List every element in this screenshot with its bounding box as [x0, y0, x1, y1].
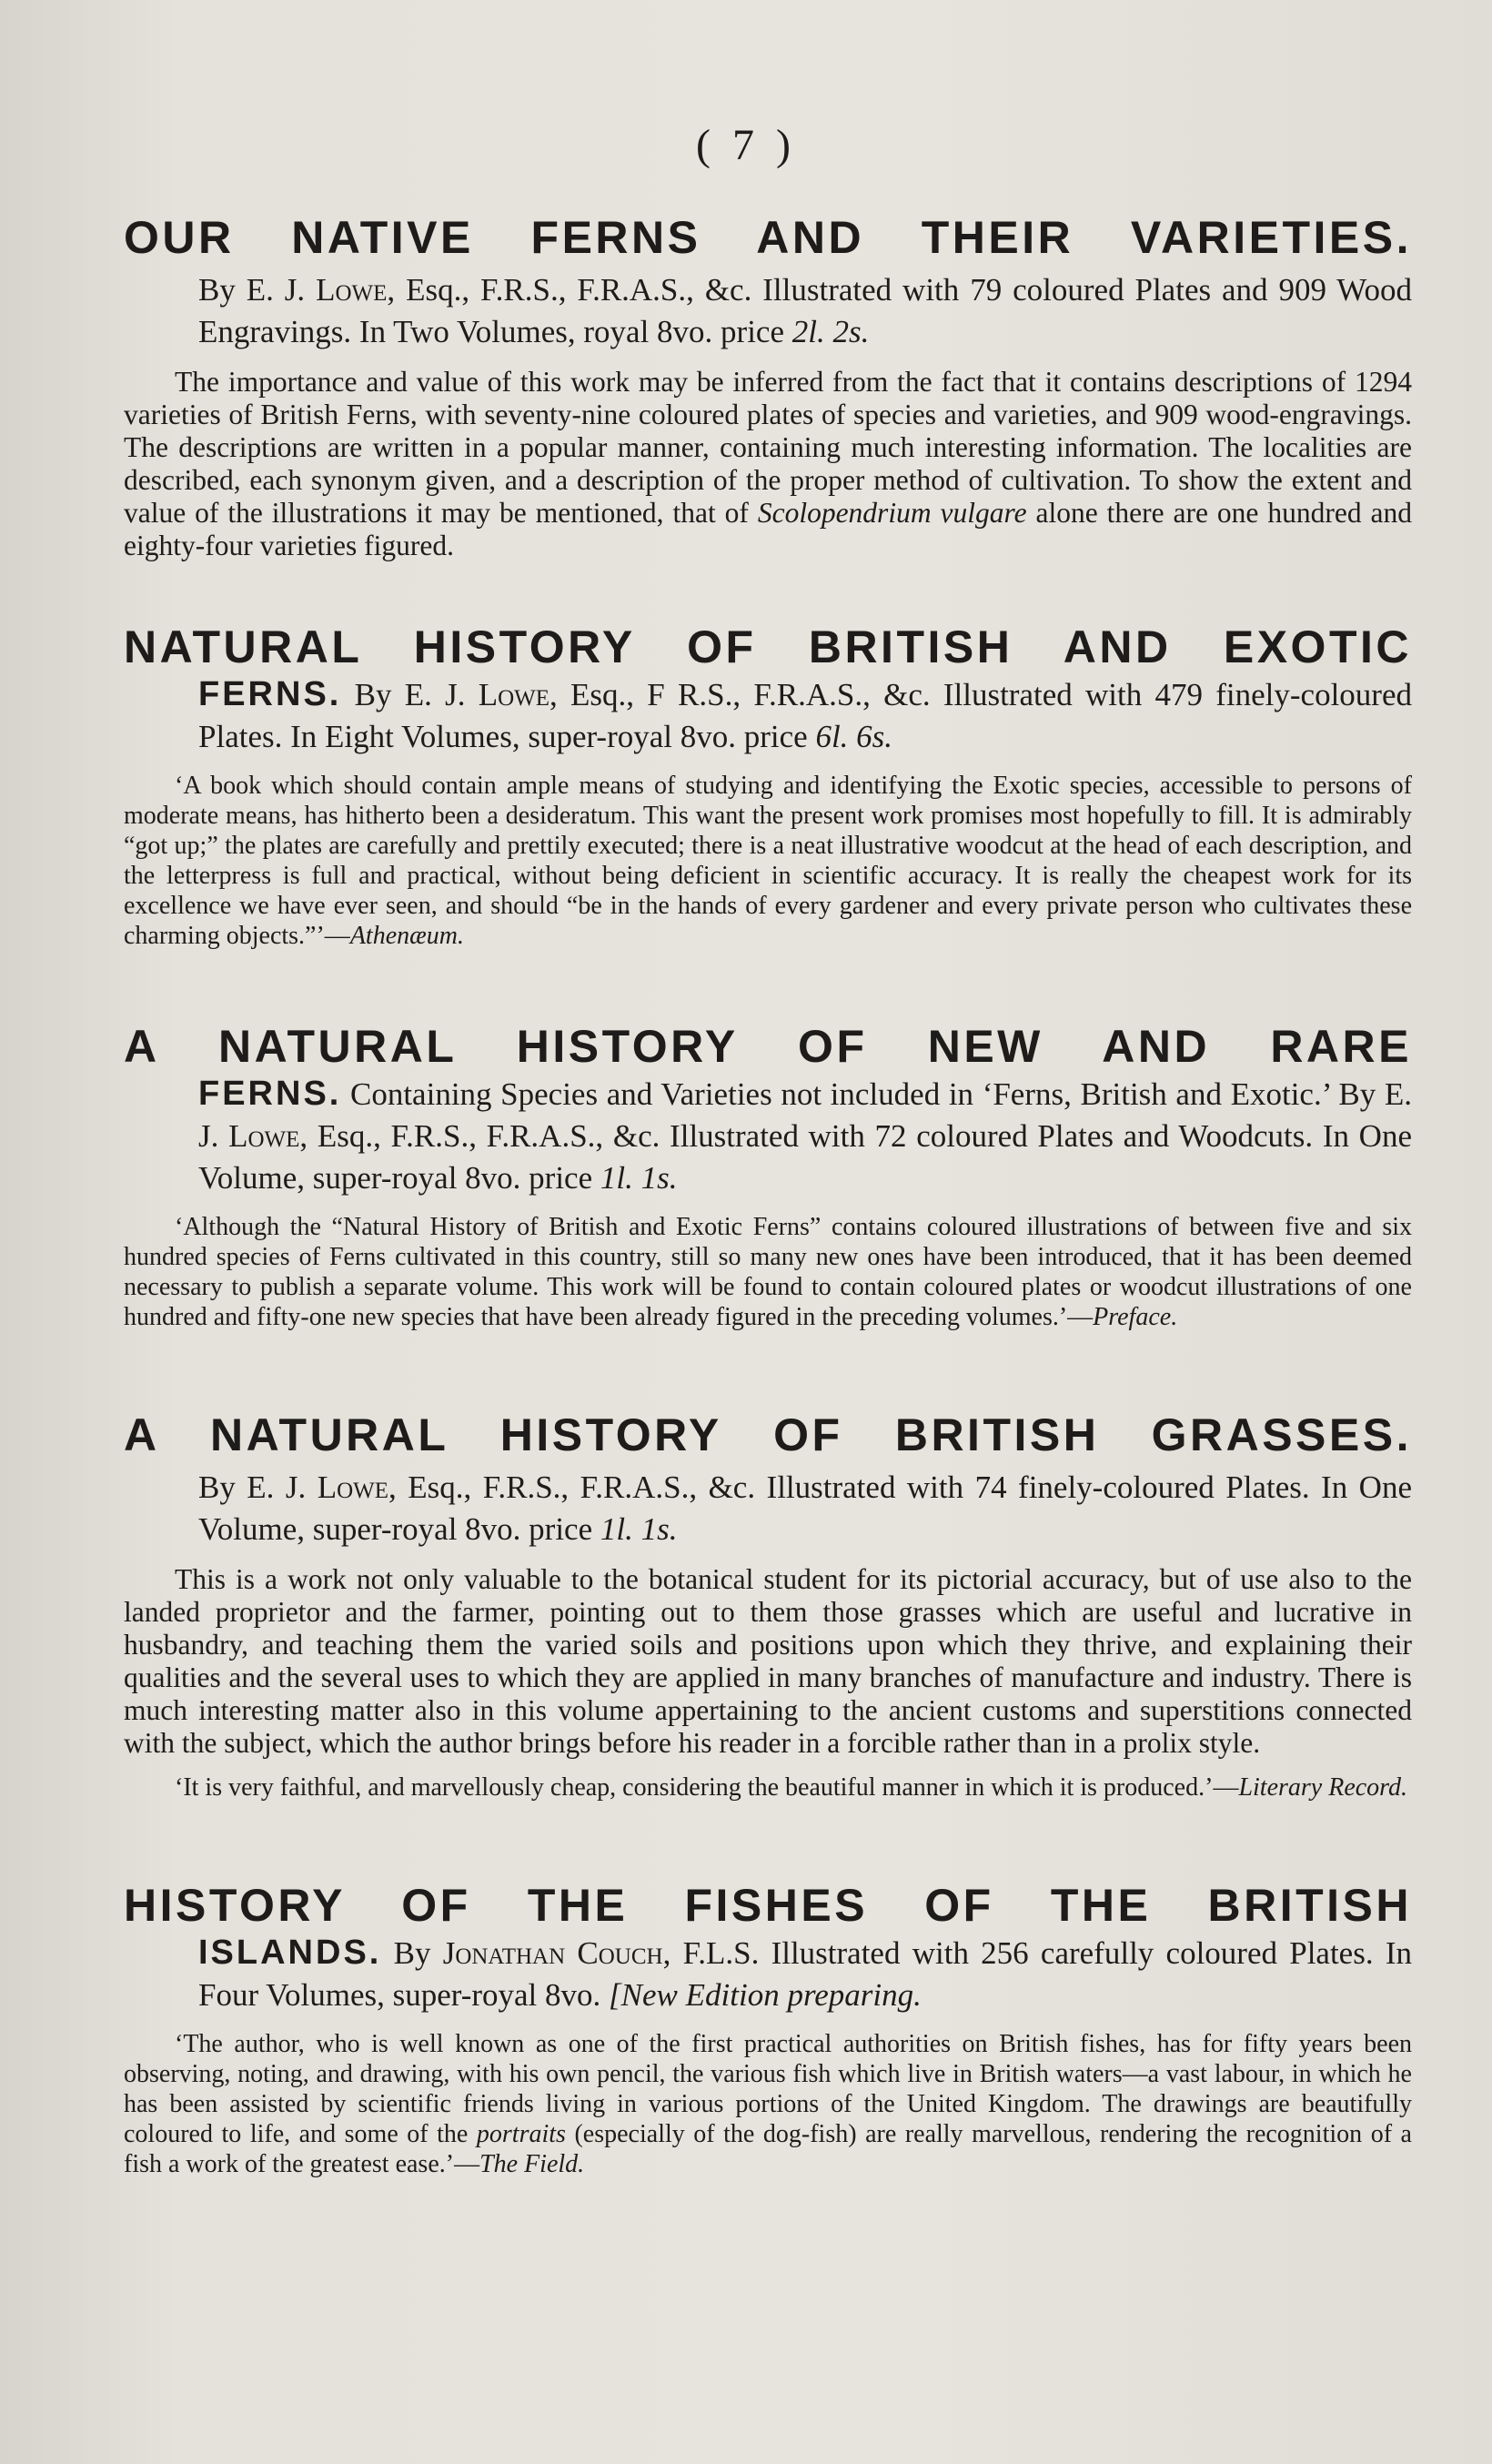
entry-title: OUR NATIVE FERNS AND THEIR VARIETIES.	[124, 212, 1412, 263]
entry-british-exotic-ferns	[124, 621, 1412, 951]
entry-title-continuation: ISLANDS.	[198, 1934, 382, 1972]
entry-british-fishes	[124, 1879, 1412, 2179]
quote-text: ‘It is very faithful, and marvellously cheap, considering the beautiful manner in which it is produced.’—	[175, 1773, 1239, 1802]
quote-source: The Field.	[479, 2150, 585, 2178]
byline-text: By E. J.	[341, 677, 479, 712]
byline-text: By E. J.	[198, 1469, 318, 1505]
quote-source: Literary Record.	[1238, 1773, 1408, 1802]
review-quote	[124, 1772, 1412, 1803]
species-name: Scolopendrium vulgare	[757, 497, 1027, 529]
quote-text: ‘A book which should contain ample means of studying and identifying the Exotic species, accessible to persons of moderate means, has hitherto been a desideratum. This want the present work promises most hopefully to fill. It is admirably “got up;” the plates are carefully and prettily executed; there is a neat illustrative woodcut at the head of each description, and the letterpress is full and practical, without being deficient in scientific accuracy. It is really the cheapest work for its excellence we have ever seen, and should “be in the hands of every gardener and every private person who cultivates these charming objects.”’—	[124, 772, 1412, 950]
entry-byline	[198, 269, 1412, 353]
quote-text: ‘Although the “Natural History of British and Exotic Ferns” contains coloured illustrations of between five and six hundred species of Ferns cultivated in this country, still so many new ones have been introduced, that it has been deemed necessary to publish a separate volume. This work will be found to contain coloured plates or woodcut illustrations of one hundred and fifty-one new species that have been already figured in the preceding volumes.’—	[124, 1213, 1412, 1331]
byline-text: By	[381, 1935, 443, 1971]
entry-title: NATURAL HISTORY OF BRITISH AND EXOTIC	[124, 621, 1412, 672]
review-quote	[124, 1212, 1412, 1332]
entry-title: HISTORY OF THE FISHES OF THE BRITISH	[124, 1880, 1412, 1931]
entry-description: This is a work not only valuable to the botanical student for its pictorial accuracy, but of use also to the landed proprietor and the farmer, pointing out to them those grasses which are useful and lucrative in husbandry, and teaching them the varied soils and positions upon which they thrive, and explaining their qualities and the several uses to which they are applied in many branches of manufacture and industry. There is much interesting matter also in this volume appertaining to the ancient customs and superstitions connected with the subject, which the author brings before his reader in a forcible rather than in a prolix style.	[124, 1563, 1412, 1759]
review-quote	[124, 771, 1412, 951]
byline-text: Containing Species and Varieties not included in ‘Ferns, British and Exotic.’ By E. J.	[198, 1076, 1412, 1154]
author-name: Lowe	[317, 1469, 389, 1505]
edition-note: [New Edition preparing.	[609, 1977, 922, 2013]
byline-text: , Esq., F.R.S., F.R.A.S., &c. Illustrated with 72 coloured Plates and Woodcuts. In One Volume, super-royal 8vo. price	[198, 1118, 1412, 1196]
description-text: The importance and value of this work may be inferred from the fact that it contains descriptions of 1294 varieties of British Ferns, with seventy-nine coloured plates of species and varieties, and 909 wood-engravings. The descriptions are written in a popular manner, containing much interesting information. The localities are described, each synonym given, and a description of the proper method of cultivation. To show the extent and value of the illustrations it may be mentioned, that of	[124, 366, 1412, 529]
author-name: Lowe	[228, 1118, 300, 1154]
entry-byline	[198, 673, 1412, 758]
byline-text: By E. J.	[198, 272, 317, 308]
review-quote	[124, 2029, 1412, 2179]
entry-new-rare-ferns	[124, 1020, 1412, 1332]
entry-native-ferns	[124, 211, 1412, 562]
entry-title: A NATURAL HISTORY OF NEW AND RARE	[124, 1021, 1412, 1072]
price: 1l. 1s.	[600, 1160, 678, 1196]
price: 6l. 6s.	[815, 719, 893, 754]
byline-text: , Esq., F.R.S., F.R.A.S., &c. Illustrated with 79 coloured Plates and 909 Wood Engravings. In Two Volumes, royal 8vo. price	[198, 272, 1412, 349]
byline-text: , Esq., F R.S., F.R.A.S., &c. Illustrated with 479 finely-coloured Plates. In Eight Volumes, super-royal 8vo. price	[198, 677, 1412, 754]
quote-emphasis: portraits	[476, 2120, 566, 2148]
quote-source: Preface.	[1093, 1303, 1178, 1331]
author-name: Lowe	[316, 272, 388, 308]
author-name: Lowe	[478, 677, 550, 712]
price: 1l. 1s.	[600, 1511, 678, 1547]
entry-byline	[198, 1932, 1412, 2016]
entry-british-grasses	[124, 1409, 1412, 1803]
byline-text: , F.L.S. Illustrated with 256 carefully coloured Plates. In Four Volumes, super-royal 8vo.	[198, 1935, 1412, 2013]
price: 2l. 2s.	[791, 314, 870, 349]
entry-byline	[198, 1467, 1412, 1550]
entry-byline	[198, 1073, 1412, 1199]
quote-source: Athenæum.	[349, 922, 465, 950]
description-text: alone there are one hundred and eighty-four varieties figured.	[124, 497, 1412, 561]
quote-text: (especially of the dog-fish) are really marvellous, rendering the recognition of a fish a work of the greatest ease.’—	[124, 2120, 1412, 2178]
entry-title: A NATURAL HISTORY OF BRITISH GRASSES.	[124, 1409, 1412, 1460]
author-name: Jonathan Couch	[442, 1935, 663, 1971]
byline-text: , Esq., F.R.S., F.R.A.S., &c. Illustrated with 74 finely-coloured Plates. In One Volume, super-royal 8vo. price	[198, 1469, 1412, 1547]
quote-text: ‘The author, who is well known as one of the first practical authorities on British fishes, has for fifty years been observing, noting, and drawing, with his own pencil, the various fish which live in British waters—a vast labour, in which he has been assisted by scientific friends living in various portions of the United Kingdom. The drawings are beautifully coloured to life, and some of the	[124, 2030, 1412, 2148]
entry-title-continuation: FERNS.	[198, 1075, 342, 1113]
entry-title-continuation: FERNS.	[198, 675, 342, 713]
text-column	[124, 211, 1412, 2179]
entry-description	[124, 366, 1412, 562]
page-number: ( 7 )	[696, 121, 796, 169]
